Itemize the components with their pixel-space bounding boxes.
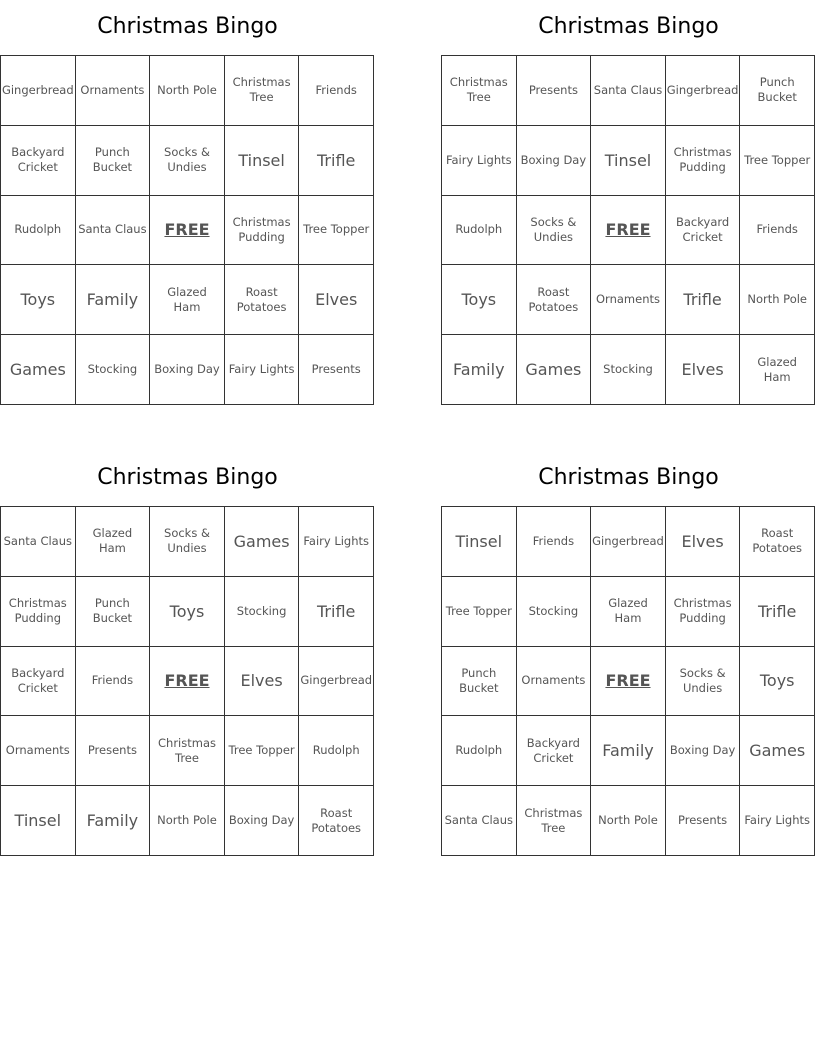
bingo-cell: Backyard Cricket <box>1 126 76 196</box>
bingo-cell: Elves <box>299 265 374 335</box>
bingo-card-2 <box>441 0 816 384</box>
card-title: Christmas Bingo <box>97 14 278 39</box>
bingo-cell: Games <box>517 335 592 405</box>
bingo-cell: Tinsel <box>1 786 76 856</box>
bingo-cell: Socks & Undies <box>666 647 741 717</box>
bingo-cell: Stocking <box>591 335 666 405</box>
bingo-cell: Tinsel <box>225 126 300 196</box>
bingo-cell: Stocking <box>225 577 300 647</box>
bingo-cell: Presents <box>76 716 151 786</box>
bingo-cell: Punch Bucket <box>76 126 151 196</box>
bingo-cell: Elves <box>666 335 741 405</box>
bingo-cell: Roast Potatoes <box>299 786 374 856</box>
bingo-cell: Tree Topper <box>442 577 517 647</box>
bingo-cell: Boxing Day <box>225 786 300 856</box>
bingo-cell: Friends <box>299 56 374 126</box>
bingo-cell: Backyard Cricket <box>666 196 741 266</box>
bingo-cell: Glazed Ham <box>150 265 225 335</box>
bingo-cell: Fairy Lights <box>442 126 517 196</box>
bingo-cell: Trifle <box>740 577 815 647</box>
bingo-cell: Ornaments <box>591 265 666 335</box>
bingo-cell: Fairy Lights <box>225 335 300 405</box>
bingo-cell: Gingerbread <box>591 507 666 577</box>
bingo-cell: Tree Topper <box>225 716 300 786</box>
bingo-cell: Backyard Cricket <box>1 647 76 717</box>
bingo-cell: Glazed Ham <box>591 577 666 647</box>
bingo-cell: Roast Potatoes <box>225 265 300 335</box>
bingo-cell: Presents <box>666 786 741 856</box>
bingo-cell: Rudolph <box>299 716 374 786</box>
bingo-cell: Tinsel <box>591 126 666 196</box>
bingo-cell: Rudolph <box>442 716 517 786</box>
bingo-cell: Boxing Day <box>517 126 592 196</box>
bingo-cell: Ornaments <box>76 56 151 126</box>
bingo-cell: Friends <box>76 647 151 717</box>
bingo-cell: Socks & Undies <box>517 196 592 266</box>
bingo-cell: Games <box>225 507 300 577</box>
bingo-cell: Stocking <box>76 335 151 405</box>
bingo-cell: Santa Claus <box>76 196 151 266</box>
bingo-grid <box>0 55 374 405</box>
bingo-cell: Santa Claus <box>591 56 666 126</box>
bingo-card-1 <box>0 0 375 380</box>
bingo-cell: Presents <box>517 56 592 126</box>
free-space: FREE <box>591 647 666 717</box>
bingo-cell: Santa Claus <box>1 507 76 577</box>
bingo-cell: Boxing Day <box>666 716 741 786</box>
bingo-cell: Christmas Pudding <box>225 196 300 266</box>
bingo-cell: Toys <box>740 647 815 717</box>
bingo-cell: Rudolph <box>1 196 76 266</box>
bingo-cell: Friends <box>740 196 815 266</box>
bingo-cell: Christmas Tree <box>150 716 225 786</box>
bingo-card-3 <box>0 451 375 835</box>
bingo-cell: Socks & Undies <box>150 126 225 196</box>
bingo-card-4 <box>441 451 816 835</box>
bingo-grid <box>441 55 815 405</box>
bingo-cell: Fairy Lights <box>740 786 815 856</box>
bingo-cell: Roast Potatoes <box>517 265 592 335</box>
bingo-cell: Games <box>740 716 815 786</box>
bingo-cell: Gingerbread <box>666 56 741 126</box>
bingo-grid <box>441 506 815 856</box>
bingo-cell: Punch Bucket <box>442 647 517 717</box>
card-title: Christmas Bingo <box>538 465 719 490</box>
bingo-cell: Trifle <box>666 265 741 335</box>
bingo-cell: Trifle <box>299 126 374 196</box>
bingo-cell: Toys <box>150 577 225 647</box>
bingo-cell: Trifle <box>299 577 374 647</box>
bingo-cell: Tree Topper <box>740 126 815 196</box>
bingo-cell: Christmas Tree <box>442 56 517 126</box>
bingo-cell: Elves <box>225 647 300 717</box>
bingo-cell: Fairy Lights <box>299 507 374 577</box>
bingo-cell: Ornaments <box>1 716 76 786</box>
bingo-cell: Socks & Undies <box>150 507 225 577</box>
bingo-cell: Christmas Tree <box>225 56 300 126</box>
bingo-cell: Tinsel <box>442 507 517 577</box>
bingo-cell: Santa Claus <box>442 786 517 856</box>
free-space: FREE <box>150 196 225 266</box>
bingo-cell: Christmas Pudding <box>1 577 76 647</box>
bingo-cell: Presents <box>299 335 374 405</box>
bingo-cell: Roast Potatoes <box>740 507 815 577</box>
bingo-cell: Family <box>442 335 517 405</box>
bingo-cell: Gingerbread <box>1 56 76 126</box>
bingo-cell: Glazed Ham <box>76 507 151 577</box>
bingo-grid <box>0 506 374 856</box>
bingo-cell: North Pole <box>150 786 225 856</box>
bingo-cell: Family <box>76 265 151 335</box>
bingo-cell: Toys <box>1 265 76 335</box>
bingo-cell: Boxing Day <box>150 335 225 405</box>
bingo-cell: Punch Bucket <box>740 56 815 126</box>
bingo-cell: Tree Topper <box>299 196 374 266</box>
bingo-cell: Games <box>1 335 76 405</box>
bingo-cell: Christmas Pudding <box>666 126 741 196</box>
bingo-cell: Christmas Pudding <box>666 577 741 647</box>
free-space: FREE <box>150 647 225 717</box>
bingo-cell: Stocking <box>517 577 592 647</box>
bingo-cell: North Pole <box>591 786 666 856</box>
bingo-cell: Glazed Ham <box>740 335 815 405</box>
bingo-cell: Ornaments <box>517 647 592 717</box>
bingo-cell: Toys <box>442 265 517 335</box>
bingo-cell: Friends <box>517 507 592 577</box>
bingo-cell: Backyard Cricket <box>517 716 592 786</box>
bingo-cell: Elves <box>666 507 741 577</box>
bingo-cell: Rudolph <box>442 196 517 266</box>
card-title: Christmas Bingo <box>97 465 278 490</box>
card-title: Christmas Bingo <box>538 14 719 39</box>
bingo-cell: Family <box>76 786 151 856</box>
free-space: FREE <box>591 196 666 266</box>
bingo-cell: Punch Bucket <box>76 577 151 647</box>
bingo-cell: North Pole <box>740 265 815 335</box>
bingo-cell: Christmas Tree <box>517 786 592 856</box>
bingo-cell: North Pole <box>150 56 225 126</box>
bingo-cell: Family <box>591 716 666 786</box>
bingo-cell: Gingerbread <box>299 647 374 717</box>
